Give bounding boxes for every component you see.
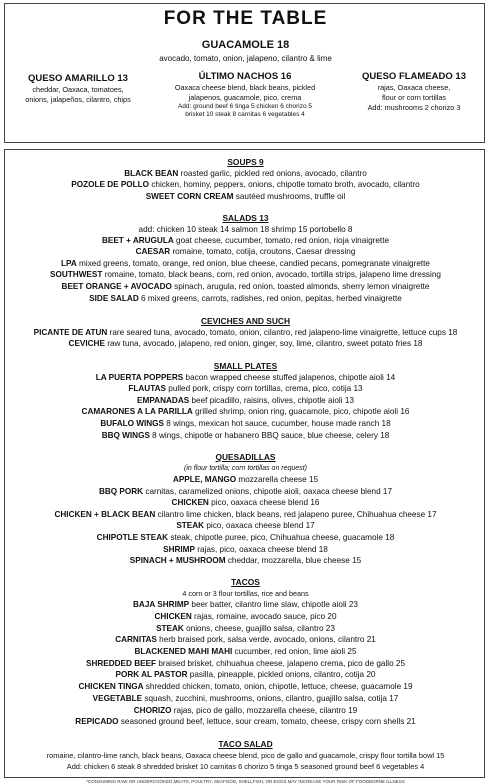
item-desc: cilantro lime chicken, black beans, red jalapeno puree, Chihuahua cheese 17: [155, 510, 437, 519]
ceviches-heading: CEVICHES AND SUCH: [200, 316, 291, 326]
page-title: FOR THE TABLE: [163, 8, 328, 29]
item-name: SIDE SALAD: [89, 294, 139, 303]
menu-item: [0, 612, 491, 622]
menu-item: [0, 396, 491, 406]
item-name: CEVICHE: [68, 339, 105, 348]
menu-item: [0, 624, 491, 634]
item-desc: rajas, pico de gallo, mozzarella cheese, cilantro 19: [171, 706, 358, 715]
taco-salad-heading: TACO SALAD: [218, 739, 273, 749]
menu-item: [0, 647, 491, 657]
item-desc: shredded chicken, tomato, onion, chipotle, lettuce, cheese, guacamole 19: [143, 682, 413, 691]
item-name: CHICKEN: [171, 498, 209, 507]
item-desc: goat cheese, cucumber, tomato, red onion, rioja vinaigrette: [173, 236, 390, 245]
item-name: REPICADO: [75, 717, 119, 726]
menu-item: [0, 659, 491, 669]
menu-item: [0, 339, 491, 349]
menu-item: [0, 717, 491, 727]
item-desc: beer batter, cilantro lime slaw, chipotle aioli 23: [189, 600, 358, 609]
footer-disclaimer: *CONSUMING RAW OR UNDERCOOKED MEATS, POULTRY, SEAFOOD, SHELLFISH, OR EGGS MAY INCREASE YOUR RISK OF FOODBORNE ILLNESS: [86, 779, 405, 784]
item-desc: pasilla, pineapple, pickled onions, cilantro, cotija 20: [187, 670, 376, 679]
quesadillas-heading: QUESADILLAS: [215, 452, 276, 462]
ultimo-nachos-add2: brisket 10 steak 8 carnitas 6 vegetables 4: [185, 111, 305, 118]
queso-flameado: [345, 71, 483, 113]
ultimo-nachos-add1: Add: ground beef 6 tinga 5 chicken 6 chorizo 5: [177, 103, 313, 110]
item-name: VEGETABLE: [92, 694, 143, 703]
item-name: BLACK BEAN: [124, 169, 179, 178]
item-name: SWEET CORN CREAM: [145, 192, 234, 201]
soups-heading: SOUPS 9: [227, 157, 264, 167]
menu-item: [0, 236, 491, 246]
salads-heading: SALADS 13: [222, 213, 269, 223]
item-desc: romaine, tomato, black beans, corn, red onion, avocado, tortilla strips, jalapeno lime dressing: [102, 270, 441, 279]
menu-item: [0, 180, 491, 190]
ultimo-nachos-line1: Oaxaca cheese blend, black beans, pickled: [174, 83, 316, 92]
tacos-note: 4 corn or 3 flour tortillas, rice and beans: [182, 589, 309, 598]
item-desc: herb braised pork, salsa verde, avocado, onions, cilantro 21: [156, 635, 376, 644]
menu-item: [0, 475, 491, 485]
item-desc: squash, zucchini, mushrooms, onions, cilantro, guajillo salsa, cotija 17: [142, 694, 399, 703]
item-desc: grilled shrimp, onion ring, guacamole, pico, chipotle aioli 16: [192, 407, 410, 416]
queso-flameado-line1: rajas, Oaxaca cheese,: [377, 83, 451, 92]
menu-item: [0, 487, 491, 497]
menu-item: [0, 373, 491, 383]
menu-item: [0, 431, 491, 441]
item-name: SHREDDED BEEF: [85, 659, 157, 668]
item-desc: pulled pork, crispy corn tortillas, crema, pico, cotija 13: [166, 384, 363, 393]
item-name: PORK AL PASTOR: [115, 670, 188, 679]
queso-flameado-name: QUESO FLAMEADO 13: [362, 71, 466, 82]
item-name: PICANTE DE ATUN: [33, 328, 108, 337]
item-desc: braised brisket, chihuahua cheese, jalapeno crema, pico de gallo 25: [156, 659, 406, 668]
menu-item: [0, 247, 491, 257]
item-name: APPLE, MANGO: [172, 475, 237, 484]
tacos-heading: TACOS: [231, 577, 260, 587]
menu-item: [0, 694, 491, 704]
menu-item: [0, 498, 491, 508]
menu-item: [0, 682, 491, 692]
menu-item: [0, 670, 491, 680]
small-plates-heading: SMALL PLATES: [213, 361, 278, 371]
menu-item: [0, 533, 491, 543]
menu-item: [0, 521, 491, 531]
menu-item: [0, 259, 491, 269]
guacamole-desc: avocado, tomato, onion, jalapeno, cilantro & lime: [159, 54, 332, 63]
menu-item: [0, 635, 491, 645]
item-name: CHICKEN: [154, 612, 192, 621]
item-desc: 8 wings, mexican hot sauce, cucumber, house made ranch 18: [164, 419, 391, 428]
item-name: BAJA SHRIMP: [133, 600, 190, 609]
item-desc: roasted garlic, pickled red onions, avocado, cilantro: [178, 169, 367, 178]
item-desc: rajas, romaine, avocado sauce, pico 20: [191, 612, 337, 621]
menu-item: [0, 169, 491, 179]
quesadillas-note: (in flour tortilla; corn tortillas on request): [184, 465, 307, 472]
item-name: BLACKENED MAHI MAHI: [134, 647, 233, 656]
item-name: CHORIZO: [133, 706, 172, 715]
item-desc: seasoned ground beef, lettuce, sour cream, tomato, cheese, crispy corn shells 21: [118, 717, 416, 726]
item-desc: cheddar, mozzarella, blue cheese 15: [225, 556, 362, 565]
ultimo-nachos-name: ÚLTIMO NACHOS 16: [198, 71, 292, 82]
item-name: CHIPOTLE STEAK: [96, 533, 169, 542]
menu-item: [0, 384, 491, 394]
item-name: LA PUERTA POPPERS: [95, 373, 184, 382]
item-name: BEET ORANGE + AVOCADO: [61, 282, 172, 291]
item-name: FLAUTAS: [128, 384, 166, 393]
item-desc: mozzarella cheese 15: [236, 475, 319, 484]
item-name: BBQ PORK: [98, 487, 144, 496]
queso-amarillo-line1: cheddar, Oaxaca, tomatoes,: [32, 85, 124, 94]
item-name: STEAK: [156, 624, 184, 633]
item-desc: spinach, arugula, red onion, toasted almonds, sherry lemon vinaigrette: [171, 282, 430, 291]
item-desc: pico, oaxaca cheese blend 16: [208, 498, 320, 507]
item-name: CHICKEN TINGA: [78, 682, 144, 691]
item-name: BBQ WINGS: [101, 431, 150, 440]
queso-amarillo-name: QUESO AMARILLO 13: [28, 73, 128, 84]
menu-item: [0, 282, 491, 292]
item-desc: chicken, hominy, peppers, onions, chipotle tomato broth, avocado, cilantro: [149, 180, 420, 189]
menu-item: [0, 706, 491, 716]
taco-salad-add: Add: chicken 6 steak 8 shredded brisket 10 carnitas 6 chorizo 5 tinga 5 seasoned ground beef 6 vegetables 4: [66, 762, 425, 771]
item-desc: beef picadillo, raisins, olives, chipotle aioli 13: [189, 396, 354, 405]
item-name: CAMARONES A LA PARILLA: [81, 407, 193, 416]
queso-amarillo-line2: onions, jalapeños, cilantro, chips: [25, 95, 131, 104]
item-name: BUFALO WINGS: [100, 419, 165, 428]
item-name: EMPANADAS: [137, 396, 190, 405]
item-name: SPINACH + MUSHROOM: [129, 556, 226, 565]
item-name: STEAK: [176, 521, 205, 530]
item-desc: carnitas, caramelized onions, chipotle aioli, oaxaca cheese blend 17: [143, 487, 393, 496]
item-name: SOUTHWEST: [50, 270, 103, 279]
item-desc: 8 wings, chipotle or habanero BBQ sauce, blue cheese, celery 18: [149, 431, 390, 440]
item-desc: rare seared tuna, avocado, tomato, onion, cilantro, red jalapeno-lime vinaigrette, lettuce cups 18: [107, 328, 458, 337]
item-desc: pico, oaxaca cheese blend 17: [204, 521, 315, 530]
item-name: LPA: [61, 259, 77, 268]
item-desc: cucumber, red onion, lime aioli 25: [232, 647, 357, 656]
ultimo-nachos-line2: jalapenos, guacamole, pico, crema: [188, 93, 302, 102]
item-name: CAESAR: [135, 247, 171, 256]
menu-item: [0, 328, 491, 338]
item-desc: 6 mixed greens, carrots, radishes, red onion, pepitas, herbed vinaigrette: [138, 294, 402, 303]
menu-item: [0, 419, 491, 429]
item-desc: rajas, pico, oaxaca cheese blend 18: [194, 545, 328, 554]
taco-salad-desc: romaine, cilantro-lime ranch, black beans, Oaxaca cheese blend, pico de gallo and guacamole, crispy flour tortilla bowl 15: [46, 751, 445, 760]
menu-item: [0, 600, 491, 610]
ultimo-nachos: [155, 71, 335, 119]
queso-flameado-line3: Add: mushrooms 2 chorizo 3: [367, 103, 461, 112]
salads-add: add: chicken 10 steak 14 salmon 18 shrimp 15 portobello 8: [138, 225, 353, 234]
item-desc: steak, chipotle puree, pico, Chihuahua cheese, guacamole 18: [168, 533, 395, 542]
item-desc: romaine, tomato, cotija, croutons, Caesar dressing: [170, 247, 356, 256]
item-desc: sautéed mushrooms, truffle oil: [233, 192, 346, 201]
guacamole-name: GUACAMOLE 18: [201, 39, 290, 51]
menu-item: [0, 270, 491, 280]
item-desc: mixed greens, tomato, orange, red onion, blue cheese, candied pecans, pomegranate vinaigrette: [76, 259, 430, 268]
item-name: POZOLE DE POLLO: [71, 180, 150, 189]
queso-flameado-line2: flour or corn tortillas: [381, 93, 447, 102]
item-name: CHICKEN + BLACK BEAN: [54, 510, 156, 519]
menu-item: [0, 510, 491, 520]
item-name: BEET + ARUGULA: [101, 236, 174, 245]
item-desc: onions, cheese, guajillo salsa, cilantro 23: [183, 624, 335, 633]
menu-item: [0, 192, 491, 202]
menu-item: [0, 294, 491, 304]
menu-item: [0, 556, 491, 566]
item-desc: raw tuna, avocado, jalapeno, red onion, ginger, soy, lime, cilantro, sweet potato fries 18: [104, 339, 423, 348]
item-name: CARNITAS: [115, 635, 157, 644]
menu-item: [0, 545, 491, 555]
item-name: SHRIMP: [163, 545, 195, 554]
item-desc: bacon wrapped cheese stuffed jalapenos, chipotle aioli 14: [183, 373, 396, 382]
queso-amarillo: [8, 73, 148, 105]
menu-item: [0, 407, 491, 417]
